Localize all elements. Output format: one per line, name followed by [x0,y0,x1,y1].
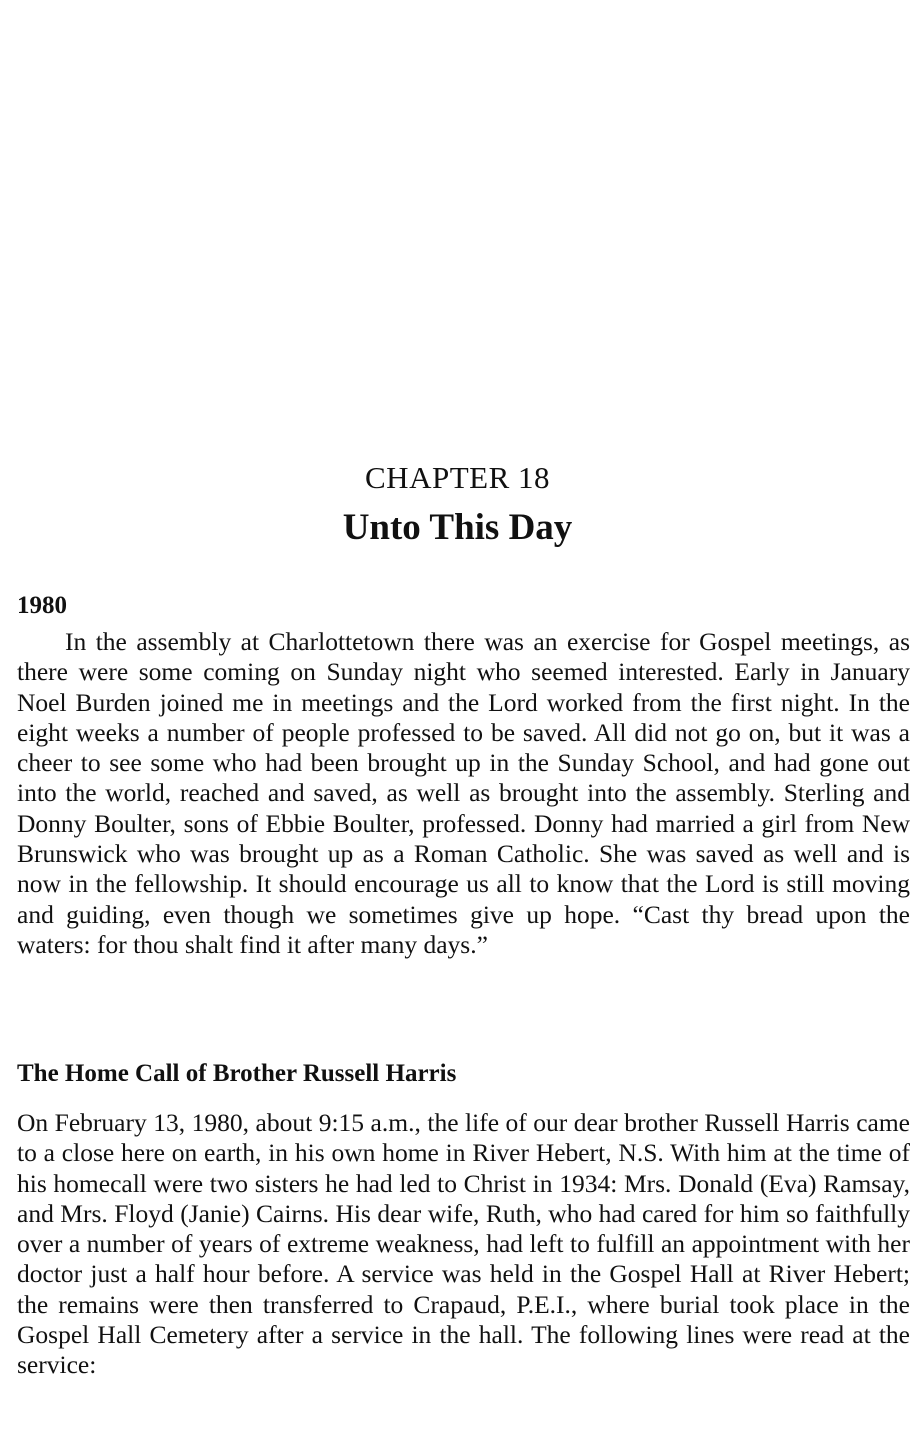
paragraph-1980: In the assembly at Charlottetown there was an exercise for Gospel meetings, as there were some coming on Sunday night who seemed interested. Early in January Noel Burden joined me in meetings and the Lord worked from the first night. In the eight weeks a number of people professed to be saved. All did not go on, but it was a cheer to see some who had been brought up in the Sunday School, and had gone out into the world, reached and saved, as well as brought into the assembly. Sterling and Donny Boulter, sons of Ebbie Boulter, professed. Donny had married a girl from New Brunswick who was brought up as a Roman Catholic. She was saved as well and is now in the fellowship. It should encourage us all to know that the Lord is still moving and guiding, even though we sometimes give up hope. “Cast thy bread upon the waters: for thou shalt find it after many days.” [17,627,910,959]
chapter-title: Unto This Day [342,507,573,548]
chapter-number: CHAPTER 18 [365,460,550,495]
paragraph-home-call: On February 13, 1980, about 9:15 a.m., the life of our dear brother Russell Harris came to a close here on earth, in his own home in River Hebert, N.S. With him at the time of his homecall were two sisters he had led to Christ in 1934: Mrs. Donald (Eva) Ramsay, and Mrs. Floyd (Janie) Cairns. His dear wife, Ruth, who had cared for him so faithfully over a number of years of extreme weakness, had left to fulfill an appointment with her doctor just a half hour before. A service was held in the Gospel Hall at River Hebert; the remains were then transferred to Crapaud, P.E.I., where burial took place in the Gospel Hall Cemetery after a service in the hall. The following lines were read at the service: [17,1108,910,1380]
section-heading-home-call: The Home Call of Brother Russell Harris [17,1060,457,1087]
section-heading-1980: 1980 [17,592,67,619]
